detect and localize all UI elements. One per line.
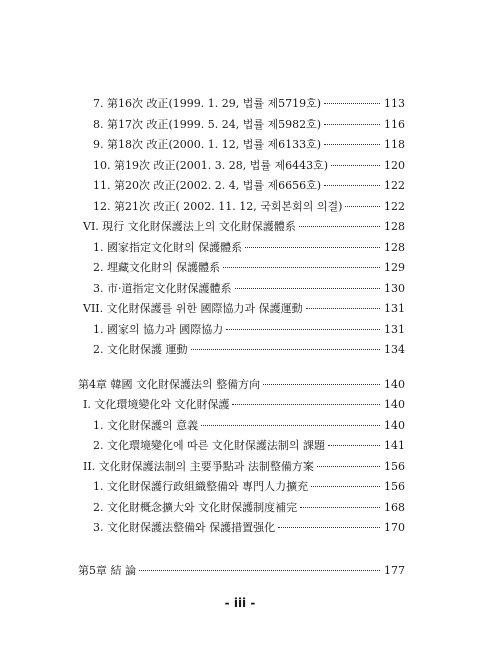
toc-entry-page: 128: [384, 220, 405, 233]
toc-entry-page: 177: [384, 563, 405, 577]
toc-entry: [0, 375, 480, 396]
toc-entry-title: 11. 第20次 改正(2002. 2. 4, 법률 제6656호): [93, 179, 322, 192]
toc-entry: [0, 115, 480, 136]
dot-leader: [324, 144, 380, 145]
toc-entry-title: 1. 國家指定文化財의 保護體系: [93, 240, 243, 254]
toc-entry-title: 7. 第16次 改正(1999. 1. 29, 법률 제5719호): [93, 97, 322, 110]
toc-entry-title: 3. 市·道指定文化財保護體系: [93, 281, 232, 295]
toc-entry-page: 140: [384, 398, 405, 411]
toc-entry-page: 118: [384, 138, 405, 151]
dot-leader: [328, 445, 380, 446]
toc-entry-page: 140: [384, 418, 405, 432]
toc-entry-page: 122: [384, 179, 405, 192]
dot-leader: [300, 507, 380, 508]
dot-leader: [299, 226, 380, 227]
toc-entry-page: 131: [384, 302, 405, 315]
toc-entry-title: VII. 文化財保護를 위한 國際協力과 保護運動: [83, 302, 303, 315]
dot-leader: [324, 185, 380, 186]
toc-entry-page: 141: [384, 439, 405, 452]
toc-entry-title: 2. 埋藏文化財의 保護體系: [93, 261, 221, 274]
toc-entry-title: 2. 文化財保護 運動: [93, 343, 188, 356]
dot-leader: [278, 527, 380, 528]
toc-entry: [0, 176, 480, 197]
toc-entry-title: 8. 第17次 改正(1999. 5. 24, 법률 제5982호): [93, 117, 322, 131]
dot-leader: [245, 247, 380, 248]
toc-entry-page: 129: [384, 261, 405, 274]
toc-entry-title: 10. 第19次 改正(2001. 3. 28, 법률 제6443호): [93, 158, 329, 172]
toc-entry-title: 2. 文化財概念擴大와 文化財保護制度補完: [93, 500, 298, 514]
toc-entry: [0, 238, 480, 259]
dot-leader: [191, 349, 381, 350]
toc-entry-page: 156: [384, 480, 405, 493]
toc-entry-page: 120: [384, 158, 405, 172]
toc-entry-title: II. 文化財保護法制의 主要爭點과 法制整備方案: [83, 459, 314, 473]
toc-entry-page: 113: [384, 97, 405, 110]
toc-entry-page: 170: [384, 521, 405, 534]
toc-entry-title: 1. 國家의 協力과 國際協力: [93, 322, 224, 336]
dot-leader: [306, 308, 380, 309]
toc-entry: [0, 340, 480, 361]
toc-entry-title: 9. 第18次 改正(2000. 1. 12, 법률 제6133호): [93, 138, 322, 151]
toc-entry: [0, 94, 480, 115]
dot-leader: [324, 103, 380, 104]
toc-entry-title: 12. 第21次 改正( 2002. 11. 12, 국회본회의 의결): [93, 199, 343, 213]
page-number: - iii -: [224, 596, 256, 610]
toc-entry-title: VI. 現行 文化財保護法上의 文化財保護體系: [83, 220, 296, 233]
toc-entry: [0, 197, 480, 218]
dot-leader: [223, 267, 380, 268]
toc-entry: [0, 299, 480, 320]
dot-leader: [311, 486, 380, 487]
toc-entry: [0, 436, 480, 457]
dot-leader: [235, 288, 381, 289]
toc-entry-page: 131: [384, 322, 405, 336]
toc-entry-title: 1. 文化財保護行政組織整備와 專門人力擴充: [93, 480, 309, 493]
toc-entry: [0, 561, 480, 582]
toc-entry: [0, 498, 480, 519]
dot-leader: [324, 124, 380, 125]
toc-entry: [0, 395, 480, 416]
dot-leader: [331, 165, 380, 166]
table-of-contents: [0, 94, 480, 581]
toc-entry: [0, 416, 480, 437]
toc-entry: [0, 279, 480, 300]
dot-leader: [232, 404, 380, 405]
toc-entry-title: 第4章 韓國 文化財保護法의 整備方向: [78, 377, 261, 391]
toc-entry-page: 116: [384, 117, 405, 131]
toc-entry-title: 1. 文化財保護의 意義: [93, 418, 199, 432]
toc-entry: [0, 217, 480, 238]
toc-entry-page: 128: [384, 240, 405, 254]
toc-entry-title: I. 文化環境變化와 文化財保護: [83, 398, 230, 411]
toc-entry: [0, 518, 480, 539]
toc-entry-title: 2. 文化環境變化에 따른 文化財保護法制의 課題: [93, 439, 325, 452]
toc-entry-page: 156: [384, 459, 405, 473]
toc-entry-title: 第5章 結 論: [78, 563, 136, 577]
toc-entry: [0, 156, 480, 177]
toc-entry: [0, 477, 480, 498]
toc-entry-page: 122: [384, 199, 405, 213]
toc-entry-page: 168: [384, 500, 405, 514]
dot-leader: [201, 425, 380, 426]
toc-entry: [0, 320, 480, 341]
toc-entry: [0, 457, 480, 478]
toc-entry-page: 140: [384, 377, 405, 391]
dot-leader: [263, 384, 380, 385]
dot-leader: [139, 570, 380, 571]
dot-leader: [226, 329, 380, 330]
toc-entry: [0, 258, 480, 279]
dot-leader: [317, 466, 380, 467]
toc-entry: [0, 135, 480, 156]
toc-entry-page: 130: [384, 281, 405, 295]
dot-leader: [345, 206, 380, 207]
toc-entry-page: 134: [384, 343, 405, 356]
toc-entry-title: 3. 文化財保護法整備와 保護措置强化: [93, 521, 276, 534]
